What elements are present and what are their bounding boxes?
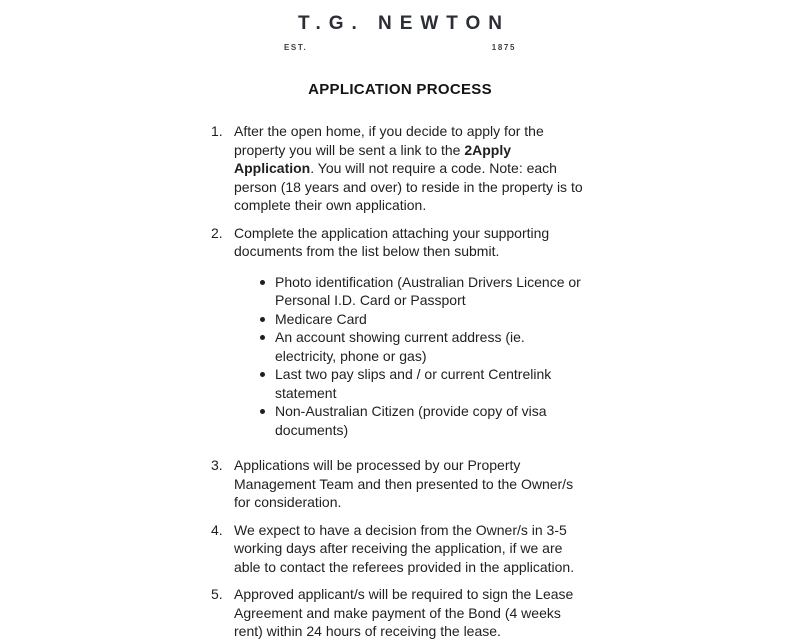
bullet-icon bbox=[260, 317, 265, 322]
document-list-item bbox=[260, 365, 589, 402]
step-text: We expect to have a decision from the Owner/s in 3-5 working days after receiving the application, if we are able to contact the referees provided in the application. bbox=[234, 521, 575, 575]
step-number: 3. bbox=[211, 457, 223, 473]
document-item-text: An account showing current address (ie. electricity, phone or gas) bbox=[275, 329, 525, 364]
document-item-text: Non-Australian Citizen (provide copy of visa documents) bbox=[275, 403, 547, 438]
application-steps bbox=[211, 122, 589, 641]
bullet-icon bbox=[260, 372, 265, 377]
document-list-item bbox=[260, 328, 589, 365]
document-item-text: Photo identification (Australian Drivers Licence or Personal I.D. Card or Passport bbox=[275, 273, 581, 308]
step-text-bold: 2Apply Application bbox=[234, 141, 512, 176]
step-item-5 bbox=[211, 585, 589, 641]
document-item-text: Last two pay slips and / or current Centrelink statement bbox=[275, 366, 552, 401]
est-label: EST. bbox=[284, 43, 308, 52]
step-text-body: Complete the application attaching your supporting documents from the list below then submit. bbox=[234, 224, 550, 259]
step-text: Approved applicant/s will be required to sign the Lease Agreement and make payment of the Bond (4 weeks rent) within 24 hours of receiving the lease. bbox=[234, 586, 574, 639]
brand-logo bbox=[280, 13, 520, 52]
step-text-post: . You will not require a code. Note: each person (18 years and over) to reside in the property is to complete their own application. bbox=[234, 160, 583, 213]
step-number: 5. bbox=[211, 586, 223, 602]
step-item-1 bbox=[211, 122, 589, 215]
document-item-text: Medicare Card bbox=[275, 310, 367, 327]
document-list-item bbox=[260, 310, 589, 329]
step-text bbox=[234, 224, 589, 448]
step-item-4 bbox=[211, 521, 589, 577]
page-title: APPLICATION PROCESS bbox=[308, 81, 492, 98]
step-text bbox=[234, 122, 589, 215]
step-number: 4. bbox=[211, 521, 223, 538]
supporting-documents-list bbox=[260, 273, 589, 440]
document-list-item bbox=[260, 273, 589, 310]
step-text: Applications will be processed by our Property Management Team and then presented to the Owner/s for consideration. bbox=[234, 457, 574, 510]
step-number: 2. bbox=[211, 224, 223, 241]
brand-est-row bbox=[284, 43, 516, 52]
step-item-3 bbox=[211, 456, 589, 512]
est-year: 1875 bbox=[491, 43, 516, 52]
step-item-2 bbox=[211, 224, 589, 448]
step-text-pre: After the open home, if you decide to apply for the property you will be sent a link to the bbox=[234, 123, 544, 158]
bullet-icon bbox=[260, 280, 265, 285]
bullet-icon bbox=[260, 409, 265, 414]
step-number: 1. bbox=[211, 123, 223, 139]
bullet-icon bbox=[260, 335, 265, 340]
document-list-item bbox=[260, 402, 589, 439]
brand-name: T.G. NEWTON bbox=[297, 13, 510, 34]
